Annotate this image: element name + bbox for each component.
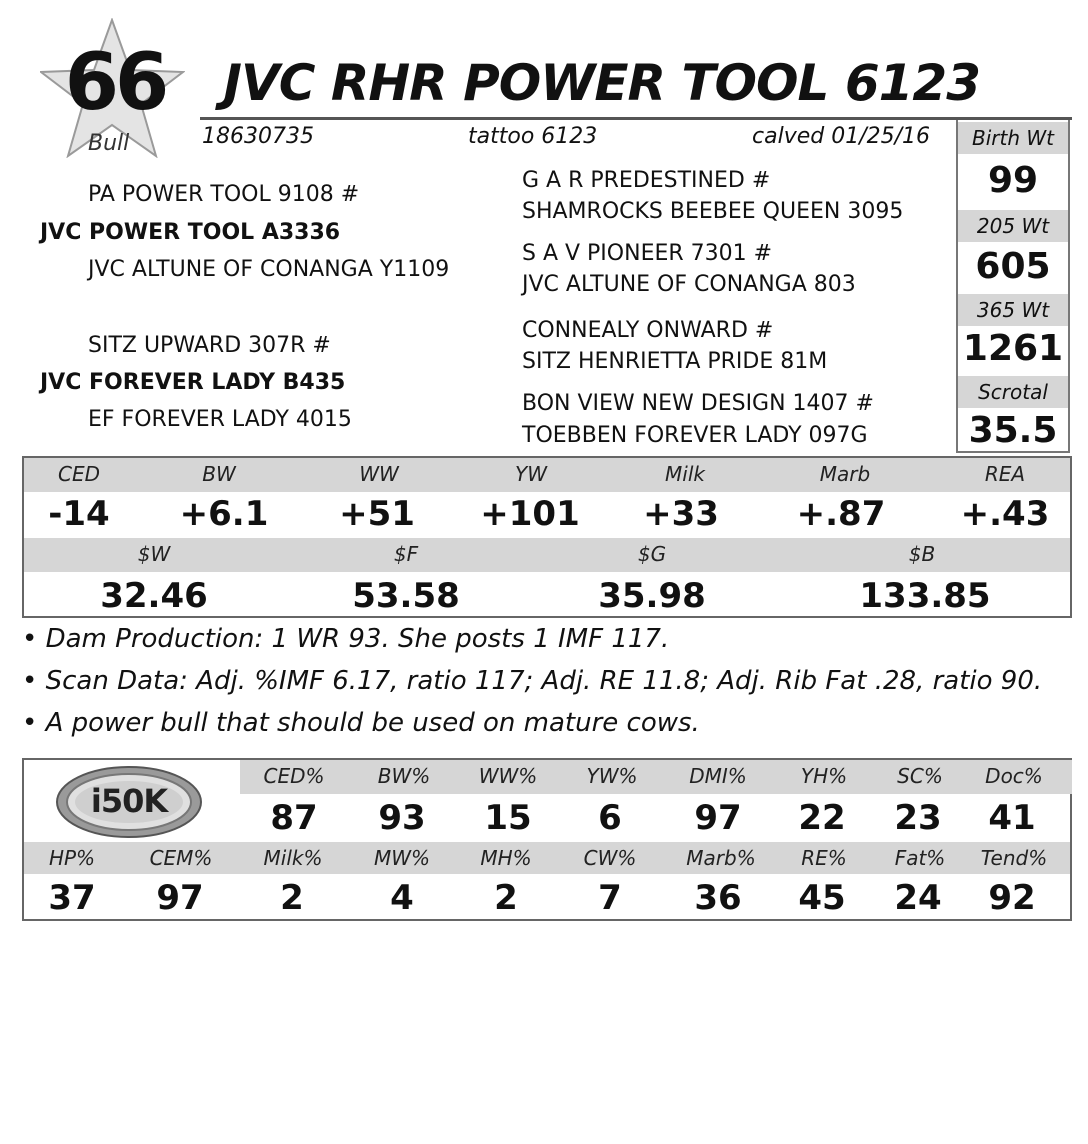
genomic-header: MW%: [373, 846, 431, 870]
index-value: 133.85: [859, 576, 991, 616]
weaning-weight-value: 605: [975, 246, 1051, 287]
epd-value: +101: [480, 494, 580, 534]
genomic-value: 6: [598, 798, 622, 838]
genomic-value: 93: [378, 798, 426, 838]
genomic-value: 22: [798, 798, 846, 838]
title-divider: [200, 117, 1072, 120]
genomic-value: 2: [494, 878, 518, 918]
animal-name: JVC RHR POWER TOOL 6123: [223, 54, 980, 112]
pedigree-ancestor: S A V PIONEER 7301 #: [522, 241, 773, 266]
pedigree-ancestor: SITZ HENRIETTA PRIDE 81M: [522, 349, 828, 374]
genomic-header: RE%: [801, 846, 847, 870]
pedigree-sire: JVC POWER TOOL A3336: [40, 220, 341, 245]
pedigree-ancestor: G A R PREDESTINED #: [522, 168, 771, 193]
epd-value: +.87: [796, 494, 886, 534]
weaning-weight-label: 205 Wt: [958, 210, 1068, 242]
genomic-header: BW%: [377, 764, 431, 788]
epd-header: Milk: [665, 462, 705, 486]
yearling-weight-value: 1261: [962, 328, 1064, 369]
genomic-value: 97: [156, 878, 204, 918]
pedigree-ancestor: JVC ALTUNE OF CONANGA 803: [522, 272, 856, 297]
note-comment: • A power bull that should be used on mature cows.: [22, 708, 700, 738]
index-value: 35.98: [598, 576, 706, 616]
epd-value: +.43: [960, 494, 1050, 534]
epd-header: BW: [202, 462, 236, 486]
lot-number: 66: [64, 38, 166, 128]
genomic-value: 2: [280, 878, 304, 918]
genomic-header: DMI%: [689, 764, 747, 788]
birth-weight-label: Birth Wt: [958, 122, 1068, 154]
genomic-header: CED%: [263, 764, 325, 788]
category-label: Bull: [88, 131, 130, 156]
tattoo: tattoo 6123: [468, 124, 598, 149]
pedigree-ancestor: SHAMROCKS BEEBEE QUEEN 3095: [522, 199, 904, 224]
pedigree-sire-sire: PA POWER TOOL 9108 #: [88, 182, 360, 207]
epd-header: REA: [984, 462, 1026, 486]
genomic-value: 45: [798, 878, 846, 918]
birth-weight-value: 99: [987, 160, 1039, 201]
note-scan-data: • Scan Data: Adj. %IMF 6.17, ratio 117; Adj. RE 11.8; Adj. Rib Fat .28, ratio 90.: [22, 666, 1043, 696]
index-value: 32.46: [100, 576, 208, 616]
genomic-value: 4: [390, 878, 414, 918]
genomic-header: Milk%: [263, 846, 323, 870]
genomic-header: HP%: [48, 846, 96, 870]
epd-table: [22, 456, 1072, 618]
epd-value: +6.1: [179, 494, 269, 534]
epd-value: -14: [48, 494, 110, 534]
pedigree-dam-sire: SITZ UPWARD 307R #: [88, 333, 331, 358]
scrotal-label: Scrotal: [958, 376, 1068, 408]
epd-header: Marb: [819, 462, 871, 486]
genomic-header: YH%: [800, 764, 848, 788]
genomic-header: YW%: [586, 764, 638, 788]
epd-header: WW: [359, 462, 399, 486]
genomic-header: Marb%: [686, 846, 756, 870]
pedigree-ancestor: CONNEALY ONWARD #: [522, 318, 774, 343]
genomic-header: SC%: [897, 764, 943, 788]
genomic-value: 92: [988, 878, 1036, 918]
pedigree-dam: JVC FOREVER LADY B435: [40, 370, 346, 395]
genomics-table: [22, 758, 1072, 921]
genomic-value: 37: [48, 878, 96, 918]
index-header: $B: [908, 542, 936, 566]
pedigree-ancestor: BON VIEW NEW DESIGN 1407 #: [522, 391, 874, 416]
registration-number: 18630735: [202, 124, 314, 149]
epd-value: +51: [339, 494, 415, 534]
i50k-logo-text: i50K: [90, 782, 168, 820]
pedigree-ancestor: TOEBBEN FOREVER LADY 097G: [522, 423, 868, 448]
epd-header: CED: [57, 462, 100, 486]
genomic-header: Fat%: [894, 846, 946, 870]
calving-date: calved 01/25/16: [752, 124, 931, 149]
genomic-value: 41: [988, 798, 1036, 838]
genomic-value: 97: [694, 798, 742, 838]
yearling-weight-label: 365 Wt: [958, 294, 1068, 326]
genomic-value: 7: [598, 878, 622, 918]
genomic-value: 23: [894, 798, 942, 838]
index-value: 53.58: [352, 576, 460, 616]
note-dam-production: • Dam Production: 1 WR 93. She posts 1 IMF 117.: [22, 624, 670, 654]
genomic-header: MH%: [480, 846, 532, 870]
index-header: $W: [137, 542, 171, 566]
pedigree-sire-dam: JVC ALTUNE OF CONANGA Y1109: [88, 257, 450, 282]
genomic-header: CW%: [583, 846, 637, 870]
performance-panel: [956, 120, 1070, 453]
scrotal-value: 35.5: [968, 410, 1058, 451]
index-header: $F: [393, 542, 419, 566]
genomic-header: CEM%: [149, 846, 213, 870]
pedigree-dam-dam: EF FOREVER LADY 4015: [88, 407, 352, 432]
genomic-value: 87: [270, 798, 318, 838]
epd-value: +33: [643, 494, 719, 534]
genomic-header: Doc%: [985, 764, 1043, 788]
genomic-header: Tend%: [980, 846, 1048, 870]
index-header: $G: [637, 542, 667, 566]
genomic-value: 15: [484, 798, 532, 838]
genomic-value: 36: [694, 878, 742, 918]
genomic-value: 24: [894, 878, 942, 918]
genomic-header: WW%: [478, 764, 538, 788]
epd-header: YW: [515, 462, 547, 486]
